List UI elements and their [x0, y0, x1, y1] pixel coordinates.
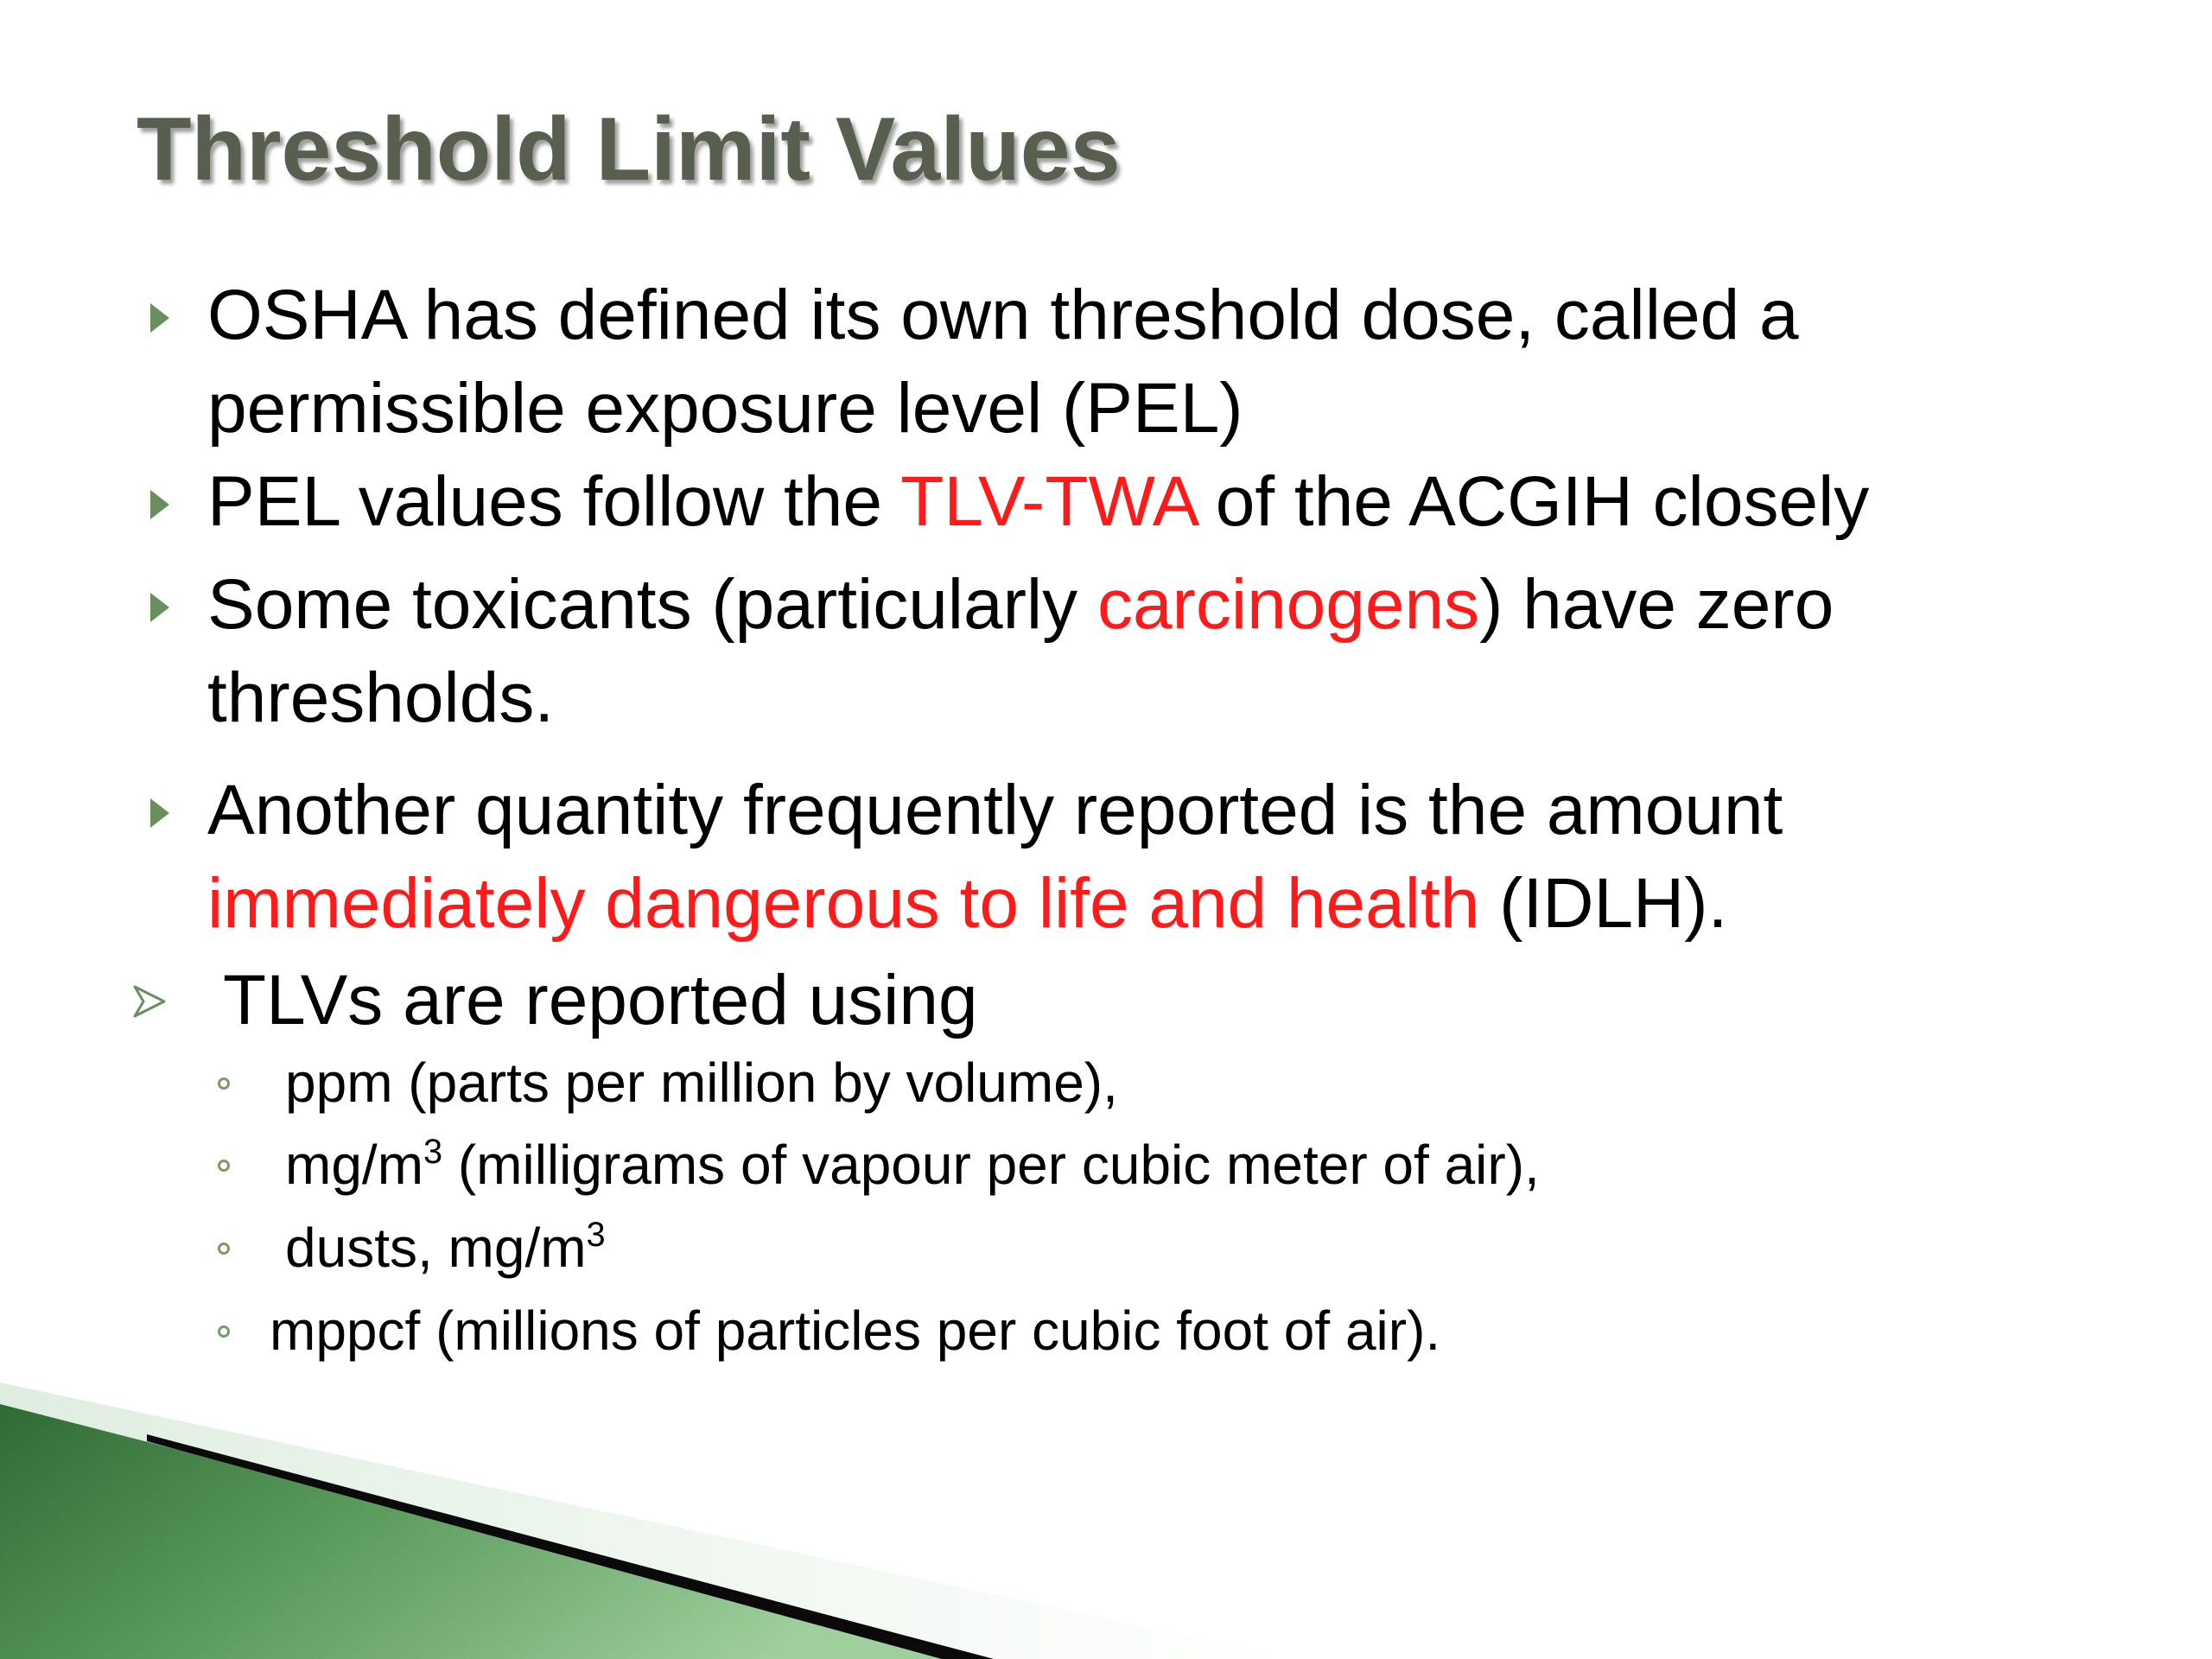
sub-bullet-mppcf — [270, 1289, 1911, 1372]
bullet-text-end: ) have zero thresholds. — [207, 565, 1834, 737]
superscript: 3 — [586, 1216, 606, 1255]
slide-title: Threshold Limit Values — [137, 99, 1121, 200]
highlight-tlv-twa: TLV-TWA — [900, 462, 1196, 541]
sub-bullet-mg-m3 — [285, 1123, 1927, 1206]
bullet-text: PEL values follow the — [207, 462, 901, 541]
circle-bullet-icon — [218, 1077, 230, 1090]
bullet-text: TLVs are reported using — [223, 961, 978, 1039]
bullet-toxicants — [207, 558, 2039, 745]
circle-bullet-icon — [218, 1243, 230, 1255]
sub-bullet-dusts — [285, 1206, 1927, 1289]
arrowhead-bullet-icon — [133, 985, 166, 1018]
triangle-bullet-icon — [150, 798, 169, 828]
bullet-text: OSHA has defined its own threshold dose, called a permissible exposure level (PEL) — [207, 276, 1799, 448]
bullet-text-end: of the ACGIH closely — [1195, 462, 1870, 541]
superscript: 3 — [423, 1133, 443, 1172]
bullet-text-end: (IDLH). — [1479, 864, 1728, 943]
triangle-bullet-icon — [150, 490, 169, 519]
triangle-bullet-icon — [150, 593, 169, 622]
sub-bullet-text: dusts, mg/m — [285, 1217, 587, 1279]
triangle-bullet-icon — [150, 303, 169, 333]
sub-bullet-text: mppcf (millions of particles per cubic foot of air). — [270, 1300, 1441, 1362]
bullet-tlv-units-heading — [223, 954, 2055, 1047]
bullet-idlh — [207, 764, 2039, 950]
circle-bullet-icon — [218, 1160, 230, 1172]
circle-bullet-icon — [218, 1325, 230, 1338]
sub-bullet-text-end: (milligrams of vapour per cubic meter of air), — [442, 1134, 1540, 1196]
sub-bullet-ppm — [285, 1041, 1927, 1124]
bullet-osha-pel — [207, 269, 2039, 455]
bullet-pel-values — [207, 455, 2039, 549]
sub-bullet-text: ppm (parts per million by volume), — [285, 1052, 1118, 1114]
bullet-text: Some toxicants (particularly — [207, 565, 1097, 644]
bullet-text: Another quantity frequently reported is the amount — [207, 771, 1783, 849]
sub-bullet-text: mg/m — [285, 1134, 423, 1196]
highlight-carcinogens: carcinogens — [1096, 565, 1480, 644]
highlight-idlh: immediately dangerous to life and health — [207, 864, 1480, 943]
